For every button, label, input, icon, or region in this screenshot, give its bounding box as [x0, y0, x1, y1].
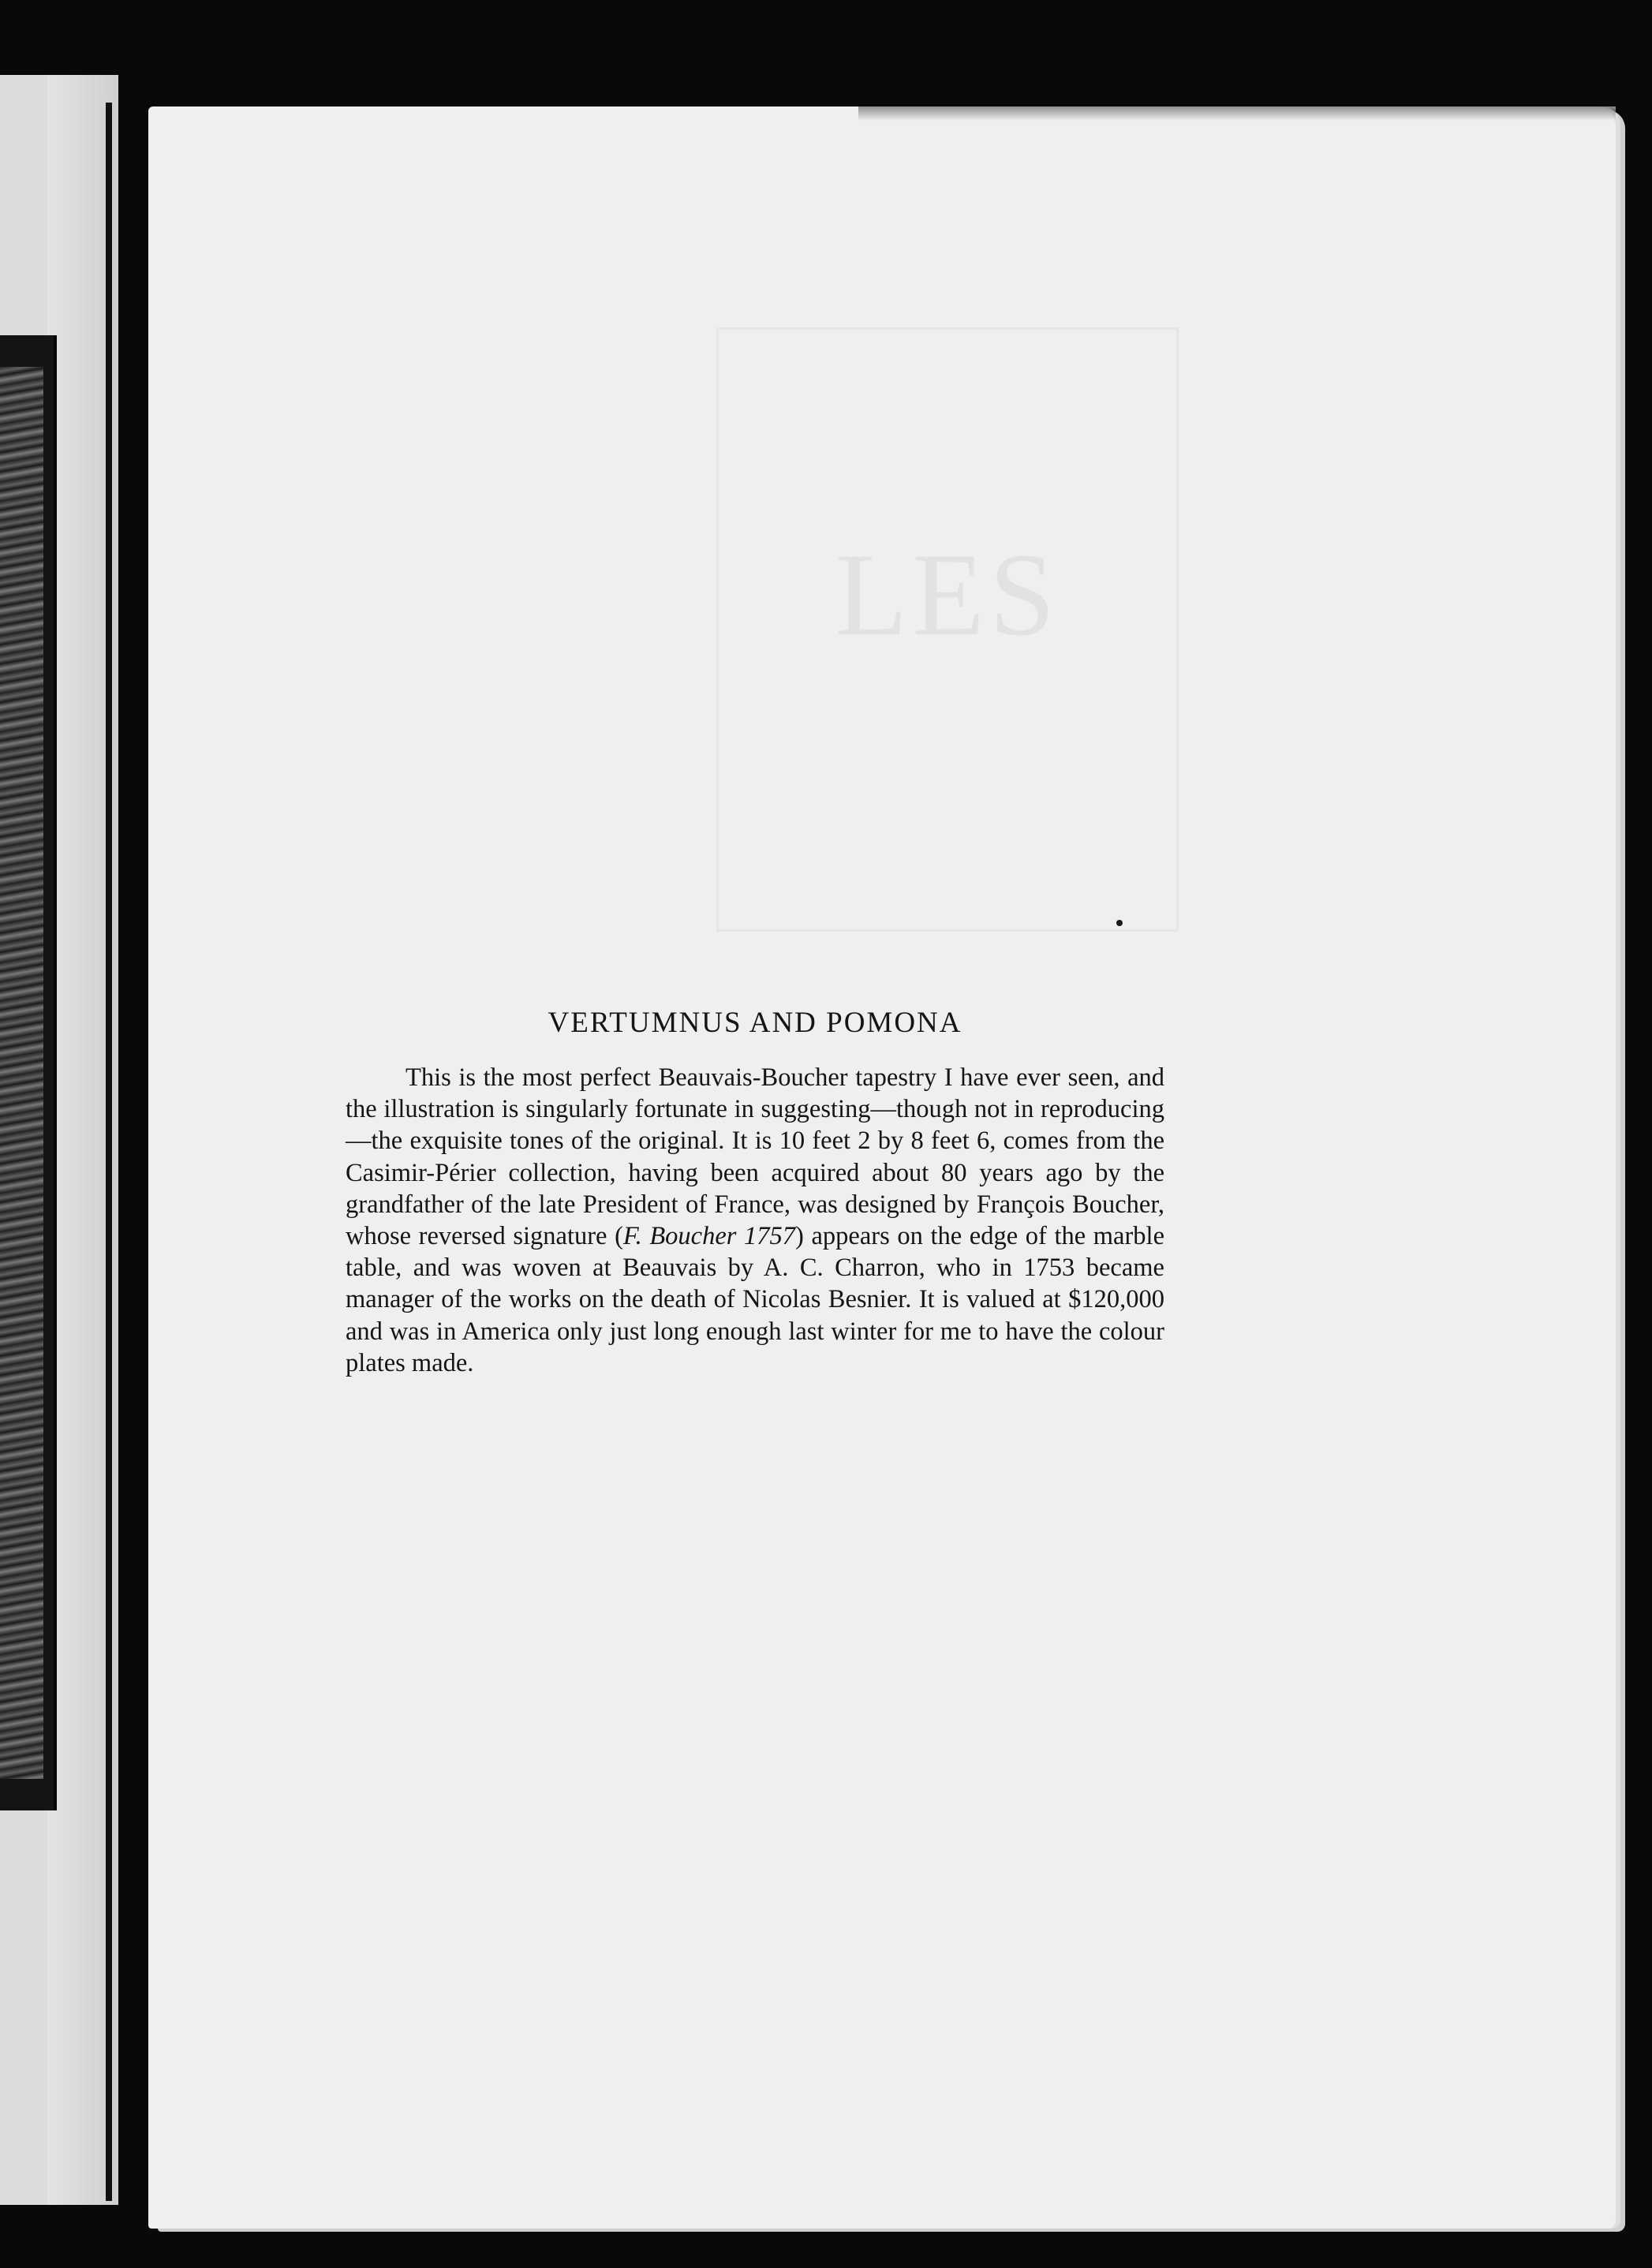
tissue-page: [148, 106, 1616, 2229]
tapestry-plate-fragment: [0, 335, 57, 1810]
facing-page-fragment: [0, 75, 118, 2205]
caption-text-part-2: ) appears on the edge of the marble table, and was woven at Beauvais by A. C. Charron, who in 1753 became manager of the works on the death of Nicolas Besnier. It is valued at $120,000 and was in America only just long enough last winter for me to have the colour plates made.: [346, 1222, 1164, 1377]
caption-paragraph: [346, 1062, 1164, 1379]
ink-speck: [1116, 920, 1123, 926]
show-through-text-1: LES: [835, 529, 1060, 660]
caption-title: VERTUMNUS AND POMONA: [548, 1007, 962, 1039]
plate-caption: [346, 1006, 1164, 1379]
show-through-frame: [716, 327, 1179, 932]
binding-gutter: [106, 103, 112, 2201]
caption-text-part-1: This is the most perfect Beauvais-Boucher tapestry I have ever seen, and the illustration is singularly fortunate in suggesting—though not in reproducing—the exquisite tones of the original. It is 10 feet 2 by 8 feet 6, comes from the Casimir-Périer collection, having been acquired about 80 years ago by the grandfather of the late President of France, was designed by François Boucher, whose reversed signature (: [346, 1063, 1164, 1251]
signature-reference: F. Boucher 1757: [622, 1222, 796, 1251]
tapestry-plate-texture: [0, 367, 43, 1779]
page-top-shadow: [858, 106, 1616, 121]
